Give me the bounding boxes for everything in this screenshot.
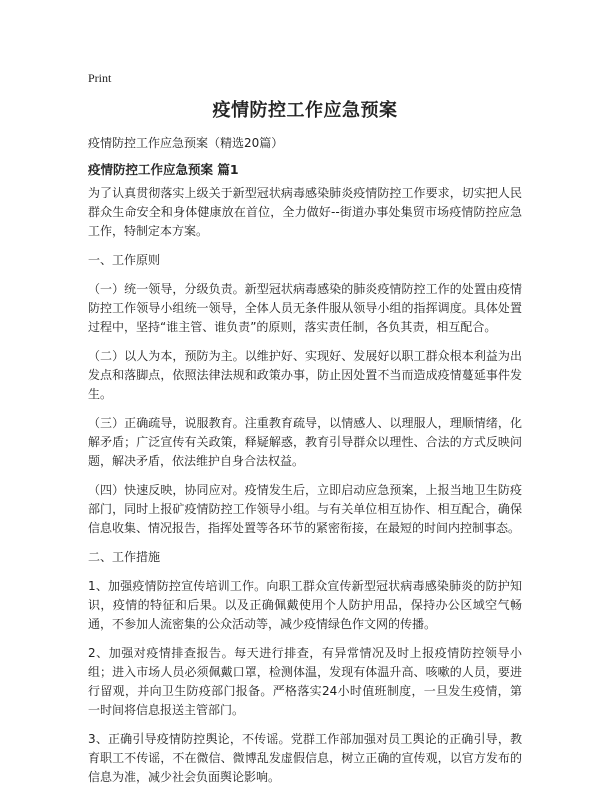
intro-paragraph: 为了认真贯彻落实上级关于新型冠状病毒感染肺炎疫情防控工作要求，切实把人民群众生命安全和身体健康放在首位，全力做好--街道办事处集贸市场疫情防控应急工作，特制定本方案。 [88,186,522,238]
section-heading: 疫情防控工作应急预案 篇1 [88,162,239,177]
heading-principles: 一、工作原则 [88,253,161,267]
document-body [88,184,522,797]
print-label[interactable]: Print [88,71,112,85]
measure-paragraph-2: 2、加强对疫情排查报告。每天进行排查，有异常情况及时上报疫情防控领导小组；进入市场人员必须佩戴口罩，检测体温，发现有体温升高、咳嗽的人员，要进行留观，并向卫生防疫部门报备。严格落实24小时值班制度，一旦发生疫情，第一时间将信息报送主管部门。 [88,646,522,717]
principle-paragraph-1: （一）统一领导，分级负责。新型冠状病毒感染的肺炎疫情防控工作的处置由疫情防控工作领导小组统一领导，全体人员无条件服从领导小组的指挥调度。具体处置过程中，坚持“谁主管、谁负责”的原则，落实责任制，各负其责，相互配合。 [88,282,522,334]
measure-paragraph-3: 3、正确引导疫情防控舆论，不传谣。党群工作部加强对员工舆论的正确引导，教育职工不传谣，不在微信、微博乱发虚假信息，树立正确的宣传观，以官方发布的信息为准，减少社会负面舆论影响。 [88,732,522,784]
principle-paragraph-2: （二）以人为本，预防为主。以维护好、实现好、发展好以职工群众根本利益为出发点和落脚点，依照法律法规和政策办事，防止因处置不当而造成疫情蔓延事件发生。 [88,349,522,401]
heading-measures: 二、工作措施 [88,550,161,564]
principle-paragraph-3: （三）正确疏导，说服教育。注重教育疏导，以情感人、以理服人，理顺情绪，化解矛盾；广泛宣传有关政策，释疑解惑，教育引导群众以理性、合法的方式反映问题，解决矛盾，依法维护自身合法权益。 [88,416,522,468]
measure-paragraph-1: 1、加强疫情防控宣传培训工作。向职工群众宣传新型冠状病毒感染肺炎的防护知识，疫情的特征和后果。以及正确佩戴使用个人防护用品，保持办公区域空气畅通，不参加人流密集的公众活动等，减少疫情绿色作文网的传播。 [88,579,522,631]
principle-paragraph-4: （四）快速反映，协同应对。疫情发生后，立即启动应急预案，上报当地卫生防疫部门，同时上报矿疫情防控工作领导小组。与有关单位相互协作、相互配合，确保信息收集、情况报告，指挥处置等各环节的紧密衔接，在最短的时间内控制事态。 [88,483,522,535]
document-title: 疫情防控工作应急预案 [212,100,398,121]
document-subtitle: 疫情防控工作应急预案（精选20篇） [88,136,284,150]
